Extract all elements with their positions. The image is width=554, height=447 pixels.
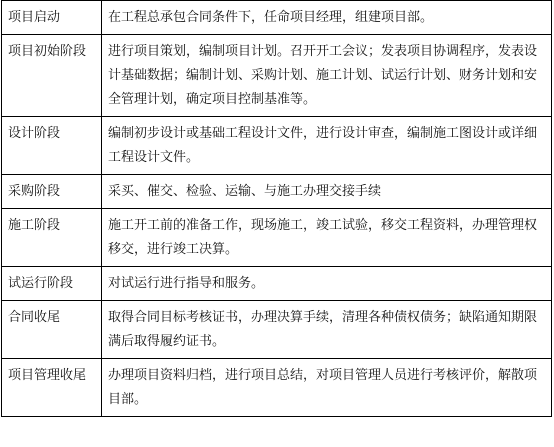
table-row [2,35,552,117]
phase-cell: 施工阶段 [2,209,102,267]
phase-cell: 设计阶段 [2,117,102,175]
phase-cell: 项目初始阶段 [2,35,102,117]
phase-cell: 试运行阶段 [2,267,102,301]
description-cell: 施工开工前的准备工作，现场施工，竣工试验，移交工程资料，办理管理权移交，进行竣工决算。 [102,209,552,267]
table-row [2,1,552,35]
description-cell: 取得合同目标考核证书，办理决算手续，清理各种债权债务；缺陷通知期限满后取得履约证书。 [102,301,552,359]
phase-cell: 合同收尾 [2,301,102,359]
table-row [2,301,552,359]
description-cell: 对试运行进行指导和服务。 [102,267,552,301]
description-cell: 办理项目资料归档，进行项目总结，对项目管理人员进行考核评价，解散项目部。 [102,359,552,417]
table-row [2,359,552,417]
phase-cell: 采购阶段 [2,175,102,209]
description-cell: 在工程总承包合同条件下，任命项目经理，组建项目部。 [102,1,552,35]
phase-cell: 项目启动 [2,1,102,35]
project-phases-table-container [1,0,552,417]
project-phases-table [1,0,552,417]
description-cell: 采买、催交、检验、运输、与施工办理交接手续 [102,175,552,209]
table-row [2,117,552,175]
table-row [2,175,552,209]
table-row [2,267,552,301]
description-cell: 编制初步设计或基础工程设计文件，进行设计审查，编制施工图设计或详细工程设计文件。 [102,117,552,175]
table-row [2,209,552,267]
description-cell: 进行项目策划，编制项目计划。召开开工会议；发表项目协调程序，发表设计基础数据；编制计划、采购计划、施工计划、试运行计划、财务计划和安全管理计划，确定项目控制基准等。 [102,35,552,117]
phase-cell: 项目管理收尾 [2,359,102,417]
